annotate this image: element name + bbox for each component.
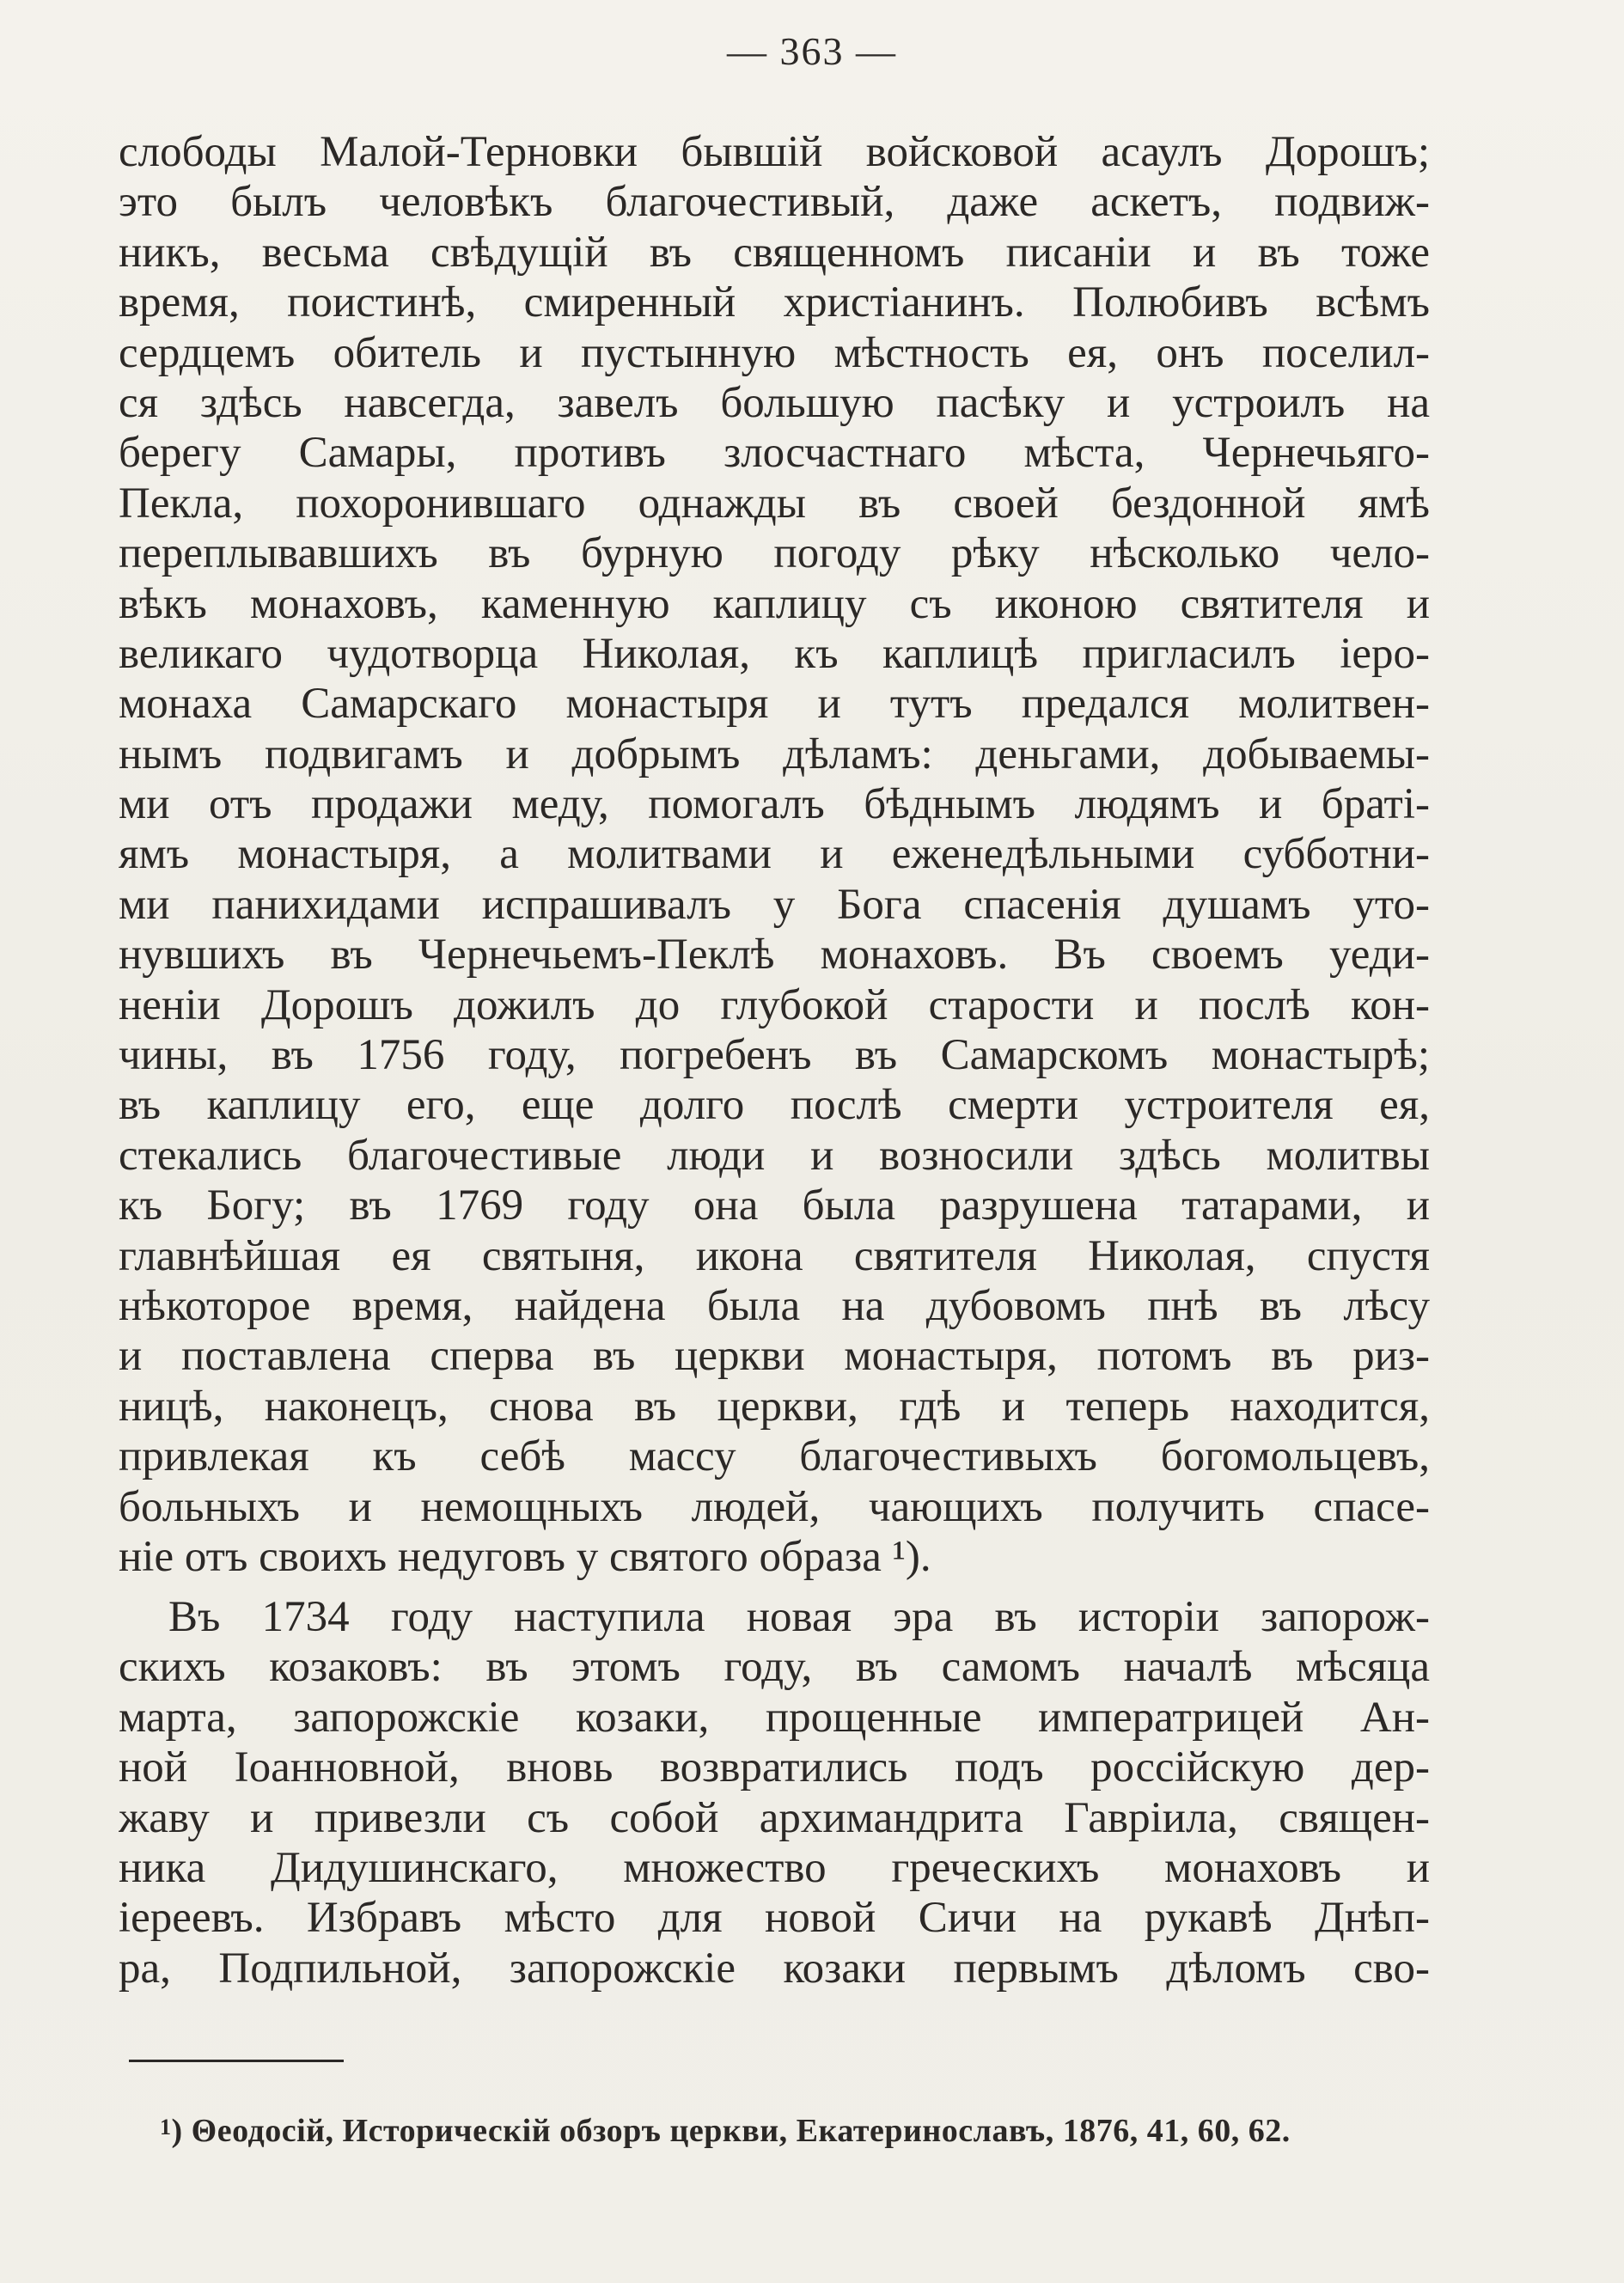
text-line: нувшихъ въ Чернечьемъ-Пеклѣ монаховъ. Въ своемъ уеди-: [119, 931, 1430, 980]
text-line: въ каплицу его, еще долго послѣ смерти устроителя ея,: [119, 1081, 1430, 1130]
footnote: [160, 2107, 1432, 2155]
text-line: слободы Малой-Терновки бывшій войсковой асаулъ Дорошъ;: [119, 128, 1430, 176]
text-line: ся здѣсь навсегда, завелъ большую пасѣку и устроилъ на: [119, 378, 1430, 427]
text-line: ной Іоанновной, вновь возвратились подъ россійскую дер-: [119, 1743, 1430, 1792]
page-number: — 363 —: [727, 29, 897, 73]
text-line: главнѣйшая ея святыня, икона святителя Николая, спустя: [119, 1231, 1430, 1280]
footnote-divider: [129, 2060, 344, 2062]
text-line: ніе отъ своихъ недуговъ у святого образа ¹).: [119, 1532, 931, 1581]
text-line: берегу Самары, противъ злосчастнаго мѣста, Чернечьяго-: [119, 429, 1430, 478]
text-line: стекались благочестивые люди и возносили здѣсь молитвы: [119, 1131, 1430, 1180]
text-line: нѣкоторое время, найдена была на дубовомъ пнѣ въ лѣсу: [119, 1281, 1430, 1330]
text-line: ми панихидами испрашивалъ у Бога спасенія душамъ уто-: [119, 880, 1430, 929]
text-line: больныхъ и немощныхъ людей, чающихъ получить спасе-: [119, 1482, 1430, 1531]
footnote-text: ) Θеодосій, Историческій обзоръ церкви, Екатеринославъ, 1876, 41, 60, 62.: [171, 2113, 1291, 2149]
text-line: скихъ козаковъ: въ этомъ году, въ самомъ началѣ мѣсяца: [119, 1643, 1430, 1692]
text-line: ника Дидушинскаго, множество греческихъ монаховъ и: [119, 1843, 1430, 1892]
text-line: время, поистинѣ, смиренный христіанинъ. Полюбивъ всѣмъ: [119, 278, 1430, 327]
text-line: неніи Дорошъ дожилъ до глубокой старости и послѣ кон-: [119, 980, 1430, 1029]
text-line: это былъ человѣкъ благочестивый, даже аскетъ, подвиж-: [119, 178, 1430, 227]
text-line: великаго чудотворца Николая, къ каплицѣ пригласилъ іеро-: [119, 629, 1430, 678]
text-line: переплывавшихъ въ бурную погоду рѣку нѣсколько чело-: [119, 529, 1430, 578]
text-line: ра, Подпильной, запорожскіе козаки первымъ дѣломъ сво-: [119, 1944, 1430, 1993]
text-line: Пекла, похоронившаго однажды въ своей бездонной ямѣ: [119, 479, 1430, 528]
paragraph-2: [119, 1592, 1430, 1993]
text-line: жаву и привезли съ собой архимандрита Гавріила, священ-: [119, 1793, 1430, 1842]
footnote-marker: 1: [160, 2115, 172, 2140]
text-line: монаха Самарскаго монастыря и тутъ предался молитвен-: [119, 680, 1430, 729]
text-line: никъ, весьма свѣдущій въ священномъ писаніи и въ тоже: [119, 228, 1430, 277]
text-line: ямъ монастыря, а молитвами и еженедѣльными субботни-: [119, 830, 1430, 879]
paragraph-1: [119, 127, 1430, 1582]
text-line: марта, запорожскіе козаки, прощенные императрицей Ан-: [119, 1693, 1430, 1742]
text-line: іереевъ. Избравъ мѣсто для новой Сичи на рукавѣ Днѣп-: [119, 1894, 1430, 1943]
text-line: нымъ подвигамъ и добрымъ дѣламъ: деньгами, добываемы-: [119, 729, 1430, 778]
text-line: Въ 1734 году наступила новая эра въ исторіи запорож-: [168, 1593, 1430, 1641]
text-line: ми отъ продажи меду, помогалъ бѣднымъ людямъ и браті-: [119, 780, 1430, 829]
text-line: сердцемъ обитель и пустынную мѣстность ея, онъ поселил-: [119, 328, 1430, 377]
text-line: чины, въ 1756 году, погребенъ въ Самарскомъ монастырѣ;: [119, 1031, 1430, 1080]
text-line: и поставлена сперва въ церкви монастыря, потомъ въ риз-: [119, 1332, 1430, 1381]
text-line: ницѣ, наконецъ, снова въ церкви, гдѣ и теперь находится,: [119, 1382, 1430, 1431]
text-line: привлекая къ себѣ массу благочестивыхъ богомольцевъ,: [119, 1432, 1430, 1481]
text-line: къ Богу; въ 1769 году она была разрушена татарами, и: [119, 1181, 1430, 1230]
text-line: вѣкъ монаховъ, каменную каплицу съ иконою святителя и: [119, 579, 1430, 628]
